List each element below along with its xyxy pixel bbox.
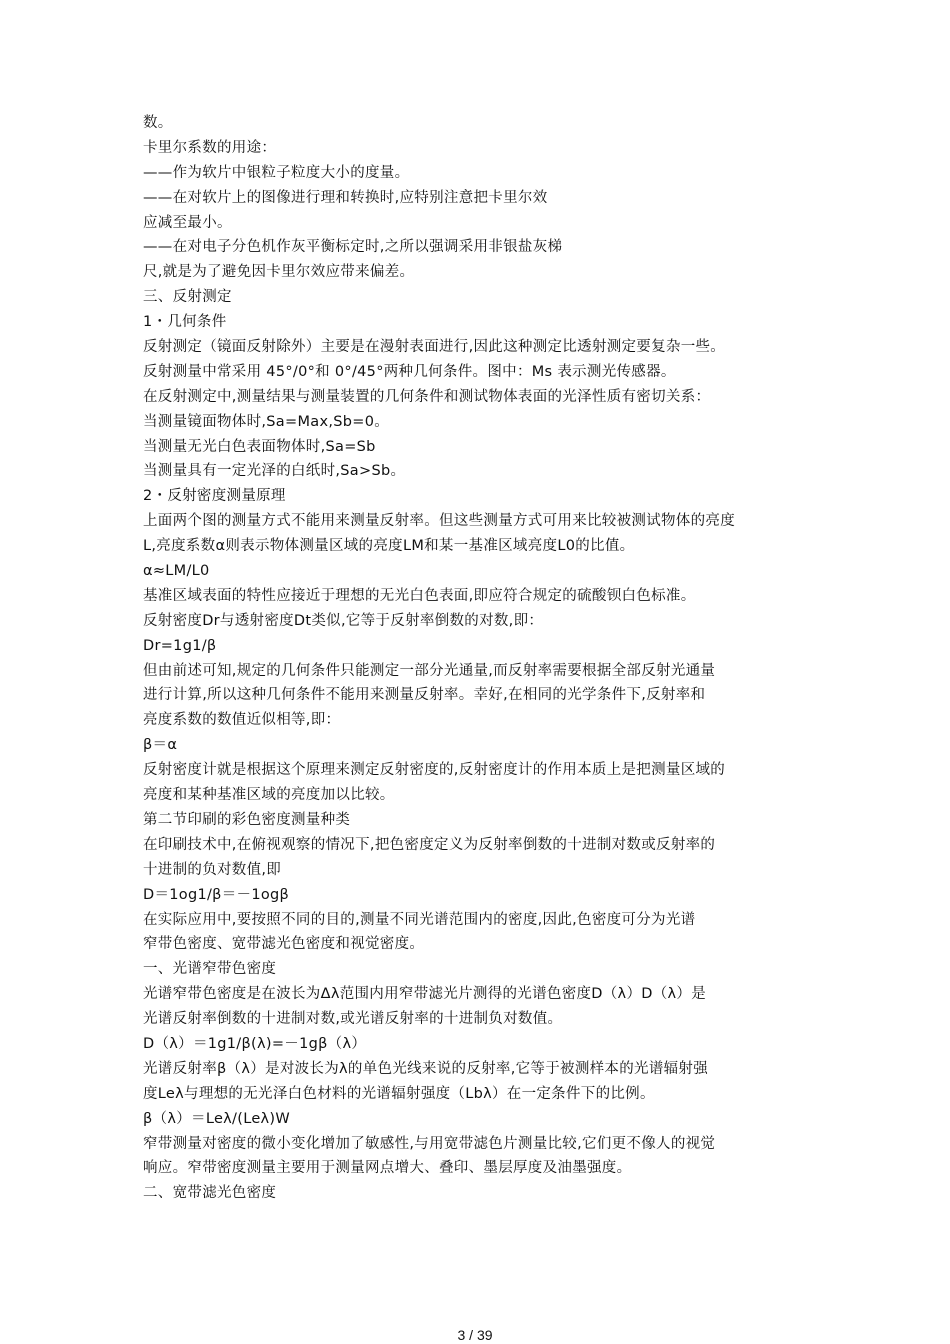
text-line: 一、光谱窄带色密度 bbox=[143, 961, 277, 978]
text-line: 反射测定（镜面反射除外）主要是在漫射表面进行,因此这种测定比透射测定要复杂一些。 bbox=[143, 339, 726, 356]
text-line: 卡里尔系数的用途： bbox=[143, 139, 277, 156]
text-line: L,亮度系数α则表示物体测量区域的亮度LM和某一基准区域亮度L0的比值。 bbox=[143, 538, 635, 555]
text-line: 2・反射密度测量原理 bbox=[143, 488, 286, 505]
text-line: 但由前述可知,规定的几何条件只能测定一部分光通量,而反射率需要根据全部反射光通量 bbox=[143, 662, 716, 679]
text-line: 应减至最小。 bbox=[143, 214, 232, 231]
text-line: 窄带测量对密度的微小变化增加了敏感性,与用宽带滤色片测量比较,它们更不像人的视觉 bbox=[143, 1135, 716, 1152]
text-line: Dr=1g1/β bbox=[143, 637, 217, 654]
text-line: ——在对软片上的图像进行理和转换时,应特别注意把卡里尔效 bbox=[143, 189, 548, 206]
text-line: 第二节印刷的彩色密度测量种类 bbox=[143, 811, 351, 828]
text-line: 光谱反射率β（λ）是对波长为λ的单色光线来说的反射率,它等于被测样本的光谱辐射强 bbox=[143, 1060, 709, 1077]
text-line: 度Leλ与理想的无光泽白色材料的光谱辐射强度（Lbλ）在一定条件下的比例。 bbox=[143, 1085, 655, 1102]
document-body bbox=[143, 111, 823, 1206]
text-line: D＝1og1/β＝－1ogβ bbox=[143, 886, 290, 903]
text-line: 在实际应用中,要按照不同的目的,测量不同光谱范围内的密度,因此,色密度可分为光谱 bbox=[143, 911, 696, 928]
text-line: 尺,就是为了避免因卡里尔效应带来偏差。 bbox=[143, 264, 415, 281]
text-line: 响应。窄带密度测量主要用于测量网点增大、叠印、墨层厚度及油墨强度。 bbox=[143, 1160, 632, 1177]
text-line: 窄带色密度、宽带滤光色密度和视觉密度。 bbox=[143, 936, 425, 953]
text-line: 数。 bbox=[143, 115, 173, 131]
text-line: 三、反射测定 bbox=[143, 289, 232, 306]
text-line: ——作为软片中银粒子粒度大小的度量。 bbox=[143, 164, 410, 181]
text-line: 当测量具有一定光泽的白纸时,Sa>Sb。 bbox=[143, 463, 406, 480]
text-line: 反射密度Dr与透射密度Dt类似,它等于反射率倒数的对数,即： bbox=[143, 612, 544, 629]
text-line: 基准区域表面的特性应接近于理想的无光白色表面,即应符合规定的硫酸钡白色标准。 bbox=[143, 587, 696, 604]
text-line: 二、宽带滤光色密度 bbox=[143, 1185, 277, 1202]
text-line: 1・几何条件 bbox=[143, 314, 227, 331]
text-line: β＝α bbox=[143, 737, 178, 754]
text-line: 在印刷技术中,在俯视观察的情况下,把色密度定义为反射率倒数的十进制对数或反射率的 bbox=[143, 836, 716, 853]
text-line: 反射测量中常采用 45°/0°和 0°/45°两种几何条件。图中：Ms 表示测光传感器。 bbox=[143, 363, 676, 380]
text-line: 亮度和某种基准区域的亮度加以比较。 bbox=[143, 787, 395, 804]
text-line: 当测量镜面物体时,Sa=Max,Sb=0。 bbox=[143, 413, 390, 430]
text-line: 光谱反射率倒数的十进制对数,或光谱反射率的十进制负对数值。 bbox=[143, 1011, 563, 1028]
text-line: 上面两个图的测量方式不能用来测量反射率。但这些测量方式可用来比较被测试物体的亮度 bbox=[143, 513, 735, 530]
text-line: 亮度系数的数值近似相等,即： bbox=[143, 712, 341, 729]
text-line: 当测量无光白色表面物体时,Sa=Sb bbox=[143, 438, 376, 455]
text-line: 反射密度计就是根据这个原理来测定反射密度的,反射密度计的作用本质上是把测量区域的 bbox=[143, 762, 726, 779]
page-number: 3 / 39 bbox=[457, 1327, 493, 1343]
text-line: 光谱窄带色密度是在波长为Δλ范围内用窄带滤光片测得的光谱色密度D（λ）D（λ）是 bbox=[143, 986, 706, 1003]
text-line: 在反射测定中,测量结果与测量装置的几何条件和测试物体表面的光泽性质有密切关系： bbox=[143, 388, 711, 405]
text-line: D（λ）＝1g1/β(λ)=－1gβ（λ） bbox=[143, 1035, 367, 1052]
text-line: α≈LM/L0 bbox=[143, 563, 210, 580]
text-line: 进行计算,所以这种几何条件不能用来测量反射率。幸好,在相同的光学条件下,反射率和 bbox=[143, 687, 706, 704]
text-line: β（λ）＝Leλ/(Leλ)W bbox=[143, 1110, 291, 1127]
text-line: 十进制的负对数值,即 bbox=[143, 861, 282, 878]
text-line: ——在对电子分色机作灰平衡标定时,之所以强调采用非银盐灰梯 bbox=[143, 239, 563, 256]
